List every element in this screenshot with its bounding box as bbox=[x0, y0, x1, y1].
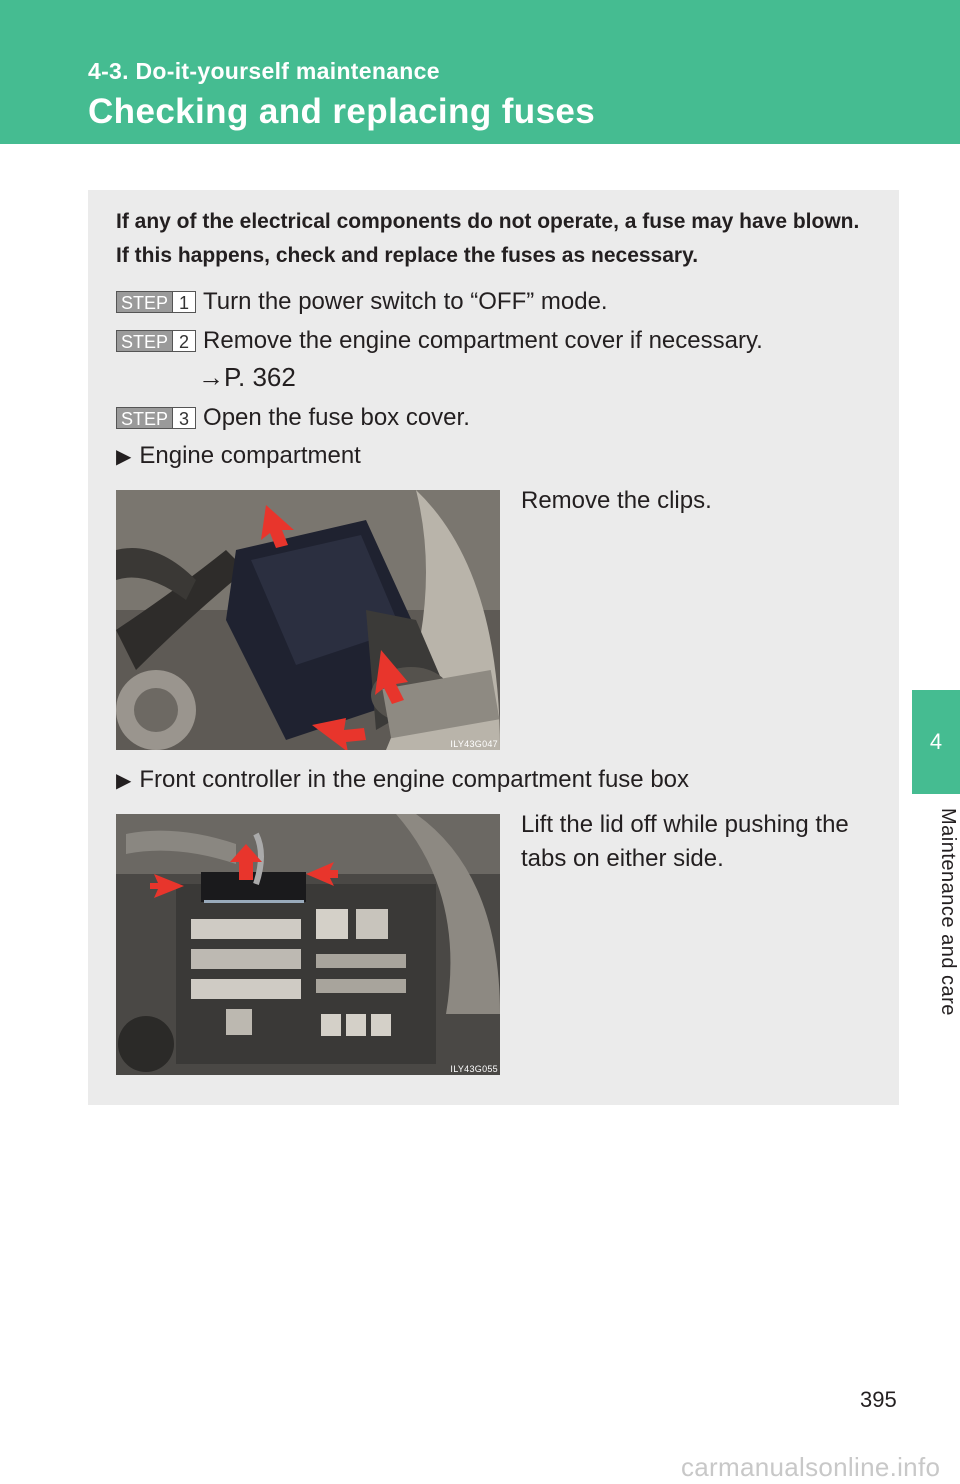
intro-text bbox=[116, 205, 886, 273]
intro-line-1: If any of the electrical components do not operate, a fuse may have blown. bbox=[116, 210, 860, 233]
page-title: Checking and replacing fuses bbox=[88, 92, 596, 131]
photo-caption: Remove the clips. bbox=[521, 487, 712, 514]
subsection-front-controller bbox=[116, 766, 689, 794]
step-text: Open the fuse box cover. bbox=[203, 404, 470, 431]
section-label: 4-3. Do-it-yourself maintenance bbox=[88, 58, 440, 84]
subsection-engine-compartment bbox=[116, 442, 361, 470]
header-banner bbox=[0, 0, 960, 144]
step-badge: STEP 3 bbox=[116, 407, 196, 429]
photo-caption: Lift the lid off while pushing the tabs on either side. bbox=[521, 811, 849, 872]
subsection-title: Engine compartment bbox=[139, 442, 361, 469]
page-number: 395 bbox=[860, 1387, 897, 1412]
photo-code: ILY43G047 bbox=[450, 739, 498, 749]
step-badge: STEP 2 bbox=[116, 330, 196, 352]
page-reference-link[interactable]: →P. 362 bbox=[198, 362, 296, 392]
watermark: carmanualsonline.info bbox=[681, 1452, 941, 1482]
chapter-number: 4 bbox=[929, 729, 943, 754]
subsection-title: Front controller in the engine compartment fuse box bbox=[139, 766, 690, 793]
step-3 bbox=[116, 404, 470, 432]
intro-line-2: If this happens, check and replace the fuses as necessary. bbox=[116, 244, 699, 267]
fuse-box-photo bbox=[116, 814, 500, 1075]
triangle-bullet-icon: ▶ bbox=[116, 446, 132, 468]
step-badge: STEP 1 bbox=[116, 291, 196, 313]
triangle-bullet-icon: ▶ bbox=[116, 770, 132, 792]
step-1 bbox=[116, 288, 608, 316]
chapter-tab[interactable] bbox=[912, 690, 960, 794]
photo-code: ILY43G055 bbox=[450, 1064, 498, 1074]
step-2 bbox=[116, 327, 763, 355]
chapter-label: Maintenance and care bbox=[937, 808, 959, 1016]
step-text: Remove the engine compartment cover if necessary. bbox=[203, 327, 763, 354]
step-text: Turn the power switch to “OFF” mode. bbox=[203, 288, 608, 315]
engine-compartment-photo bbox=[116, 490, 500, 750]
